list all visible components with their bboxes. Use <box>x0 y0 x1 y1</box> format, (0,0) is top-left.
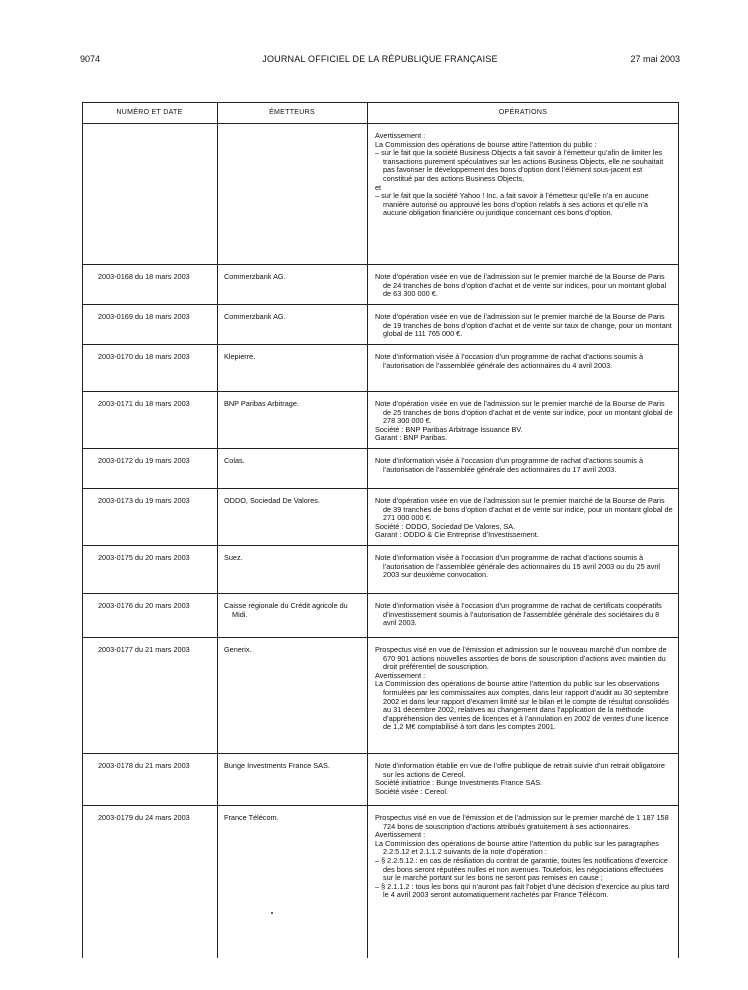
cell-numero-date: 2003-0168 du 18 mars 2003 <box>98 272 190 281</box>
operation-paragraph: Prospectus visé en vue de l’émission et admission sur le nouveau marché d’un nombre de 670 901 actions nouvelles assorties de bons de souscription d’actions avec maintien du droit préférentiel de souscription. <box>375 645 667 672</box>
page-number: 9074 <box>80 54 101 64</box>
operation-paragraph: Note d’information visée à l’occasion d’un programme de rachat d’actions soumis à l’autorisation de l’assemblée générale des actionnaires du 15 avril 2003 ou du 25 avril 2003 sur deuxième convocation. <box>375 553 661 580</box>
emetteur-text: Bunge Investments France SAS. <box>224 761 330 770</box>
cell-operations <box>367 305 679 344</box>
operation-paragraph: Note d’opération visée en vue de l’admission sur le premier marché de la Bourse de Paris de 24 tranches de bons d’option d’achat et de vente sur indices, pour un montant global de 63 300 000 €. <box>375 272 667 299</box>
emetteur-text: Commerzbank AG. <box>224 272 286 281</box>
stray-mark <box>271 912 273 914</box>
operation-paragraph: – sur le fait que la société Yahoo ! Inc. a fait savoir à l’émetteur qu’elle n’a en aucune manière autorisé ou approuvé les bons d’option relatifs à ses actions et qu’elle n’a aucune obligation financière ou juridique concernant ces bons d’option. <box>375 191 649 218</box>
cell-emetteur <box>217 546 367 593</box>
operation-paragraph: Avertissement : <box>375 131 426 140</box>
operation-paragraph: Avertissement : <box>375 670 426 680</box>
cell-numero-date: 2003-0169 du 18 mars 2003 <box>98 312 190 321</box>
table-row <box>82 806 679 958</box>
cell-emetteur <box>217 594 367 637</box>
emetteur-text: ODDO, Sociedad De Valores. <box>224 496 320 505</box>
cell-numero-date: 2003-0177 du 21 mars 2003 <box>98 645 190 654</box>
emetteur-text: Commerzbank AG. <box>224 312 286 321</box>
operation-paragraph: Prospectus visé en vue de l’émission et de l’admission sur le premier marché de 1 187 158 724 bons de souscription d’actions attribués gratuitement à ses actionnaires. <box>375 813 669 831</box>
cell-numero-date <box>82 124 217 264</box>
cell-operations <box>367 265 679 304</box>
cell-operations <box>367 392 679 448</box>
emetteur-text: Colas. <box>224 456 245 465</box>
cell-numero-date: 2003-0178 du 21 mars 2003 <box>98 761 190 770</box>
cell-operations <box>367 345 679 391</box>
cell-operations <box>367 449 679 488</box>
cell-emetteur <box>217 638 367 753</box>
emetteur-text: Caisse régionale du Crédit agricole du Midi. <box>224 601 348 619</box>
table-row <box>82 392 679 449</box>
operation-paragraph: Société initiatrice : Bunge Investments France SAS. <box>375 778 543 788</box>
journal-title: JOURNAL OFFICIEL DE LA RÉPUBLIQUE FRANÇAISE <box>262 54 498 64</box>
cell-emetteur <box>217 345 367 391</box>
operation-paragraph: et <box>375 182 382 192</box>
table-row <box>82 305 679 345</box>
operation-paragraph: – § 2.1.1.2 : tous les bons qui n’auront pas fait l’objet d’une décision d’exercice au plus tard le 4 avril 2003 seront automatiquement rachetés par France Télécom. <box>375 881 670 900</box>
emetteur-text: France Télécom. <box>224 813 279 822</box>
operation-paragraph: La Commission des opérations de bourse attire l’attention du public sur les observations formulées par les commissaires aux comptes, dans leur rapport d’audit au 30 septembre 2002 et dans leur rapport d’examen limité sur le bilan et le compte de résultat consolidés au 31 décembre 2002, relatives au changement dans l’application de la méthode d’appréhension des ventes de licences et à l’annulation en 2002 de ventes d’une licence de 1,2 M€ comptabilisé à tort dans les comptes 2001. <box>375 679 669 732</box>
cell-operations <box>367 754 679 805</box>
operation-paragraph: Note d’opération visée en vue de l’admission sur le premier marché de la Bourse de Paris de 19 tranches de bons d’option d’achat et de vente sur taux de change, pour un montant global de 111 765 000 €. <box>375 312 672 339</box>
cell-emetteur <box>217 392 367 448</box>
table-row <box>82 345 679 392</box>
operation-paragraph: – sur le fait que la société Business Objects a fait savoir à l’émetteur qu’afin de limiter les transactions purement spéculatives sur les actions Business Objects, elle ne souhaitait pas favoriser le développement des bons d’option dont l’élément sous-jacent est constitué par des actions Business Objects, <box>375 148 664 183</box>
cell-numero-date: 2003-0171 du 18 mars 2003 <box>98 399 190 408</box>
cell-emetteur <box>217 124 367 264</box>
column-header-operations: OPÉRATIONS <box>498 109 548 116</box>
emetteur-text: Klepierre. <box>224 352 256 361</box>
table-row <box>82 594 679 638</box>
table-row <box>82 265 679 305</box>
table-row <box>82 489 679 546</box>
cell-numero-date: 2003-0172 du 19 mars 2003 <box>98 456 190 465</box>
operation-paragraph: – § 2.2.5.12 : en cas de résiliation du contrat de garantie, toutes les notifications d’exercice des bons seront réputées nulles et non avenues. Toutefois, les négociations effectuées sur le marché portant sur les bons ne seront pas remises en cause ; <box>375 855 668 883</box>
cell-operations <box>367 594 679 637</box>
cell-numero-date: 2003-0176 du 20 mars 2003 <box>98 601 190 610</box>
cell-operations <box>367 124 679 264</box>
table-row <box>82 754 679 806</box>
cell-emetteur <box>217 265 367 304</box>
table-row <box>82 546 679 594</box>
cell-emetteur <box>217 305 367 344</box>
emetteur-text: Suez. <box>224 553 243 562</box>
cell-emetteur <box>217 806 367 958</box>
cell-numero-date: 2003-0179 du 24 mars 2003 <box>98 813 190 822</box>
operation-paragraph: Note d’opération visée en vue de l’admission sur le premier marché de la Bourse de Paris de 25 tranches de bons d’option d’achat et de vente sur indice, pour un montant global de 278 300 000 €. <box>375 399 673 426</box>
cell-numero-date: 2003-0175 du 20 mars 2003 <box>98 553 190 562</box>
cell-emetteur <box>217 489 367 545</box>
table-row <box>82 449 679 489</box>
operation-paragraph: Société : BNP Paribas Arbitrage Issuance BV. <box>375 424 523 434</box>
page-header <box>80 53 680 67</box>
operation-paragraph: La Commission des opérations de bourse attire l’attention du public sur les paragraphes 2.2.5.12 et 2.1.1.2 suivants de la note d’opération : <box>375 838 659 857</box>
publication-date: 27 mai 2003 <box>630 54 680 64</box>
operation-paragraph: Note d’information visée à l’occasion d’un programme de rachat d’actions soumis à l’autorisation de l’assemblée générale des actionnaires du 17 avril 2003. <box>375 456 644 474</box>
column-header-emetteurs: ÉMETTEURS <box>269 109 315 116</box>
cell-numero-date: 2003-0173 du 19 mars 2003 <box>98 496 190 505</box>
cell-emetteur <box>217 754 367 805</box>
cell-numero-date: 2003-0170 du 18 mars 2003 <box>98 352 190 361</box>
table-row <box>82 124 679 265</box>
cell-operations <box>367 638 679 753</box>
table-header <box>82 102 679 124</box>
table-row <box>82 638 679 754</box>
column-header-numero: NUMÉRO ET DATE <box>116 109 183 116</box>
operation-paragraph: Note d’opération visée en vue de l’admission sur le premier marché de la Bourse de Paris de 39 tranches de bons d’option d’achat et de vente sur indice, pour un montant global de 271 000 000 €. <box>375 496 673 523</box>
emetteur-text: BNP Paribas Arbitrage. <box>224 399 299 408</box>
operation-paragraph: Note d’information visée à l’occasion d’un programme de rachat d’actions soumis à l’autorisation de l’assemblée générale des actionnaires du 4 avril 2003. <box>375 352 644 370</box>
cell-operations <box>367 546 679 593</box>
emetteur-text: Generix. <box>224 645 252 654</box>
cell-emetteur <box>217 449 367 488</box>
cell-operations <box>367 489 679 545</box>
operation-paragraph: Garant : ODDO & Cie Entreprise d’Investissement. <box>375 530 539 540</box>
operations-table <box>82 102 679 958</box>
operation-paragraph: La Commission des opérations de bourse attire l’attention du public : <box>375 139 597 149</box>
table-body <box>82 124 679 958</box>
operation-paragraph: Avertissement : <box>375 830 426 840</box>
operation-paragraph: Note d’information visée à l’occasion d’un programme de rachat de certificats coopératifs d’investissement soumis à l’autorisation de l’assemblée générale des sociétaires du 8 avril 2003. <box>375 601 662 628</box>
operation-paragraph: Note d’information établie en vue de l’offre publique de retrait suivie d’un retrait obligatoire sur les actions de Cereol. <box>375 761 665 779</box>
operation-paragraph: Société : ODDO, Sociedad De Valores, SA. <box>375 521 516 531</box>
cell-operations <box>367 806 679 958</box>
operation-paragraph: Société visée : Cereol. <box>375 786 449 796</box>
operation-paragraph: Garant : BNP Paribas. <box>375 433 448 443</box>
